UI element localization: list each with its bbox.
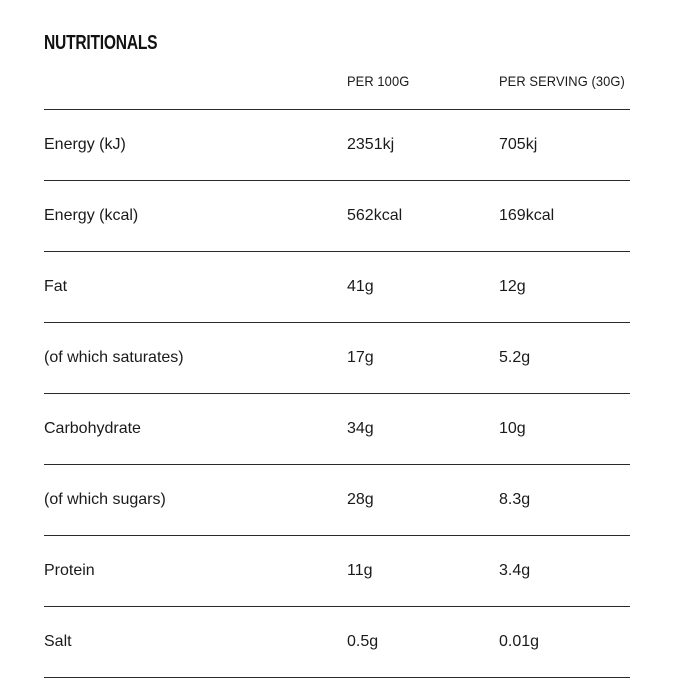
value-per-serving: 10g	[499, 394, 630, 465]
header-per-100g	[347, 53, 499, 110]
header-nutrient	[44, 53, 347, 110]
table-row	[44, 252, 630, 323]
nutrient-name: Energy (kJ)	[44, 110, 347, 181]
nutrient-name: Carbohydrate	[44, 394, 347, 465]
value-per-serving: 12g	[499, 252, 630, 323]
header-row	[44, 53, 630, 110]
nutrient-name: (of which sugars)	[44, 465, 347, 536]
section-title: NUTRITIONALS	[44, 32, 158, 54]
nutrient-name: Protein	[44, 536, 347, 607]
value-per-serving: 3.4g	[499, 536, 630, 607]
table-row	[44, 181, 630, 252]
value-per-100g: 0.5g	[347, 607, 499, 678]
table-row	[44, 110, 630, 181]
table-row	[44, 607, 630, 678]
table-row	[44, 323, 630, 394]
value-per-100g: 2351kj	[347, 110, 499, 181]
value-per-100g: 17g	[347, 323, 499, 394]
nutrient-name: Fat	[44, 252, 347, 323]
value-per-100g: 34g	[347, 394, 499, 465]
header-per-100g-label: PER 100G	[347, 73, 410, 89]
value-per-serving: 0.01g	[499, 607, 630, 678]
table-row	[44, 536, 630, 607]
value-per-serving: 705kj	[499, 110, 630, 181]
table-body	[44, 110, 630, 678]
value-per-100g: 28g	[347, 465, 499, 536]
value-per-serving: 169kcal	[499, 181, 630, 252]
nutrient-name: Energy (kcal)	[44, 181, 347, 252]
nutrient-name: Salt	[44, 607, 347, 678]
value-per-100g: 11g	[347, 536, 499, 607]
value-per-serving: 5.2g	[499, 323, 630, 394]
nutrient-name: (of which saturates)	[44, 323, 347, 394]
header-per-serving	[499, 53, 630, 110]
table-row	[44, 394, 630, 465]
value-per-100g: 41g	[347, 252, 499, 323]
header-per-serving-label: PER SERVING (30G)	[499, 73, 625, 89]
table-row	[44, 465, 630, 536]
table-header	[44, 53, 630, 110]
value-per-100g: 562kcal	[347, 181, 499, 252]
value-per-serving: 8.3g	[499, 465, 630, 536]
nutrition-table	[44, 53, 630, 678]
